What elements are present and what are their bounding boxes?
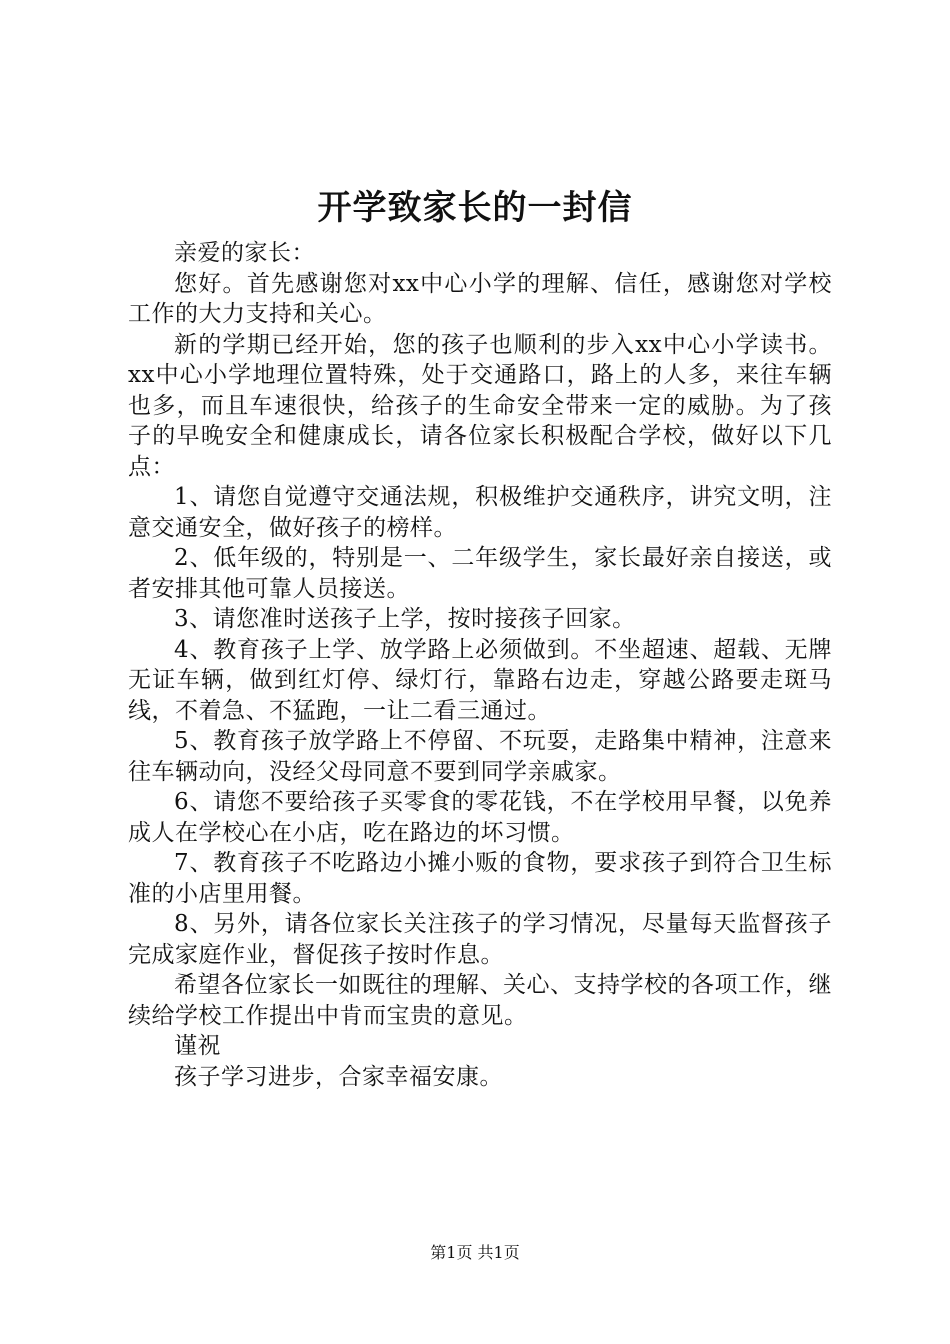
list-item-2: 2、低年级的，特别是一、二年级学生，家长最好亲自接送，或者安排其他可靠人员接送。 [128,545,832,602]
closing-wish: 孩子学习进步，合家幸福安康。 [174,1063,503,1090]
list-item-8: 8、另外，请各位家长关注孩子的学习情况，尽量每天监督孩子完成家庭作业，督促孩子按时作息。 [128,911,832,968]
list-item-5: 5、教育孩子放学路上不停留、不玩耍，走路集中精神，注意来往车辆动向，没经父母同意不要到同学亲戚家。 [128,728,832,785]
document-title: 开学致家长的一封信 [317,188,633,228]
paragraph-intro: 新的学期已经开始，您的孩子也顺利的步入xx中心小学读书。xx中心小学地理位置特殊，处于交通路口，路上的人多，来往车辆也多，而且车速很快，给孩子的生命安全带来一定的威胁。为了孩子的早晚安全和健康成长，请各位家长积极配合学校，做好以下几点： [128,331,832,480]
list-item-3: 3、请您准时送孩子上学，按时接孩子回家。 [174,606,636,632]
paragraph-closing: 希望各位家长一如既往的理解、关心、支持学校的各项工作，继续给学校工作提出中肯而宝贵的意见。 [128,972,832,1029]
list-item-6: 6、请您不要给孩子买零食的零花钱，不在学校用早餐，以免养成人在学校心在小店，吃在路边的坏习惯。 [128,789,832,846]
closing-wish-label: 谨祝 [174,1033,221,1059]
letter-body [128,238,832,1092]
list-item-4: 4、教育孩子上学、放学路上必须做到。不坐超速、超载、无牌无证车辆，做到红灯停、绿灯行，靠路右边走，穿越公路要走斑马线，不着急、不猛跑，一让二看三通过。 [128,636,832,724]
list-item-1: 1、请您自觉遵守交通法规，积极维护交通秩序，讲究文明，注意交通安全，做好孩子的榜样。 [128,484,832,541]
list-item-7: 7、教育孩子不吃路边小摊小贩的食物，要求孩子到符合卫生标准的小店里用餐。 [128,850,832,907]
paragraph-greeting: 您好。首先感谢您对xx中心小学的理解、信任，感谢您对学校工作的大力支持和关心。 [128,270,832,327]
salutation: 亲爱的家长： [174,240,315,266]
page-footer: 第1页 共1页 [430,1243,520,1262]
